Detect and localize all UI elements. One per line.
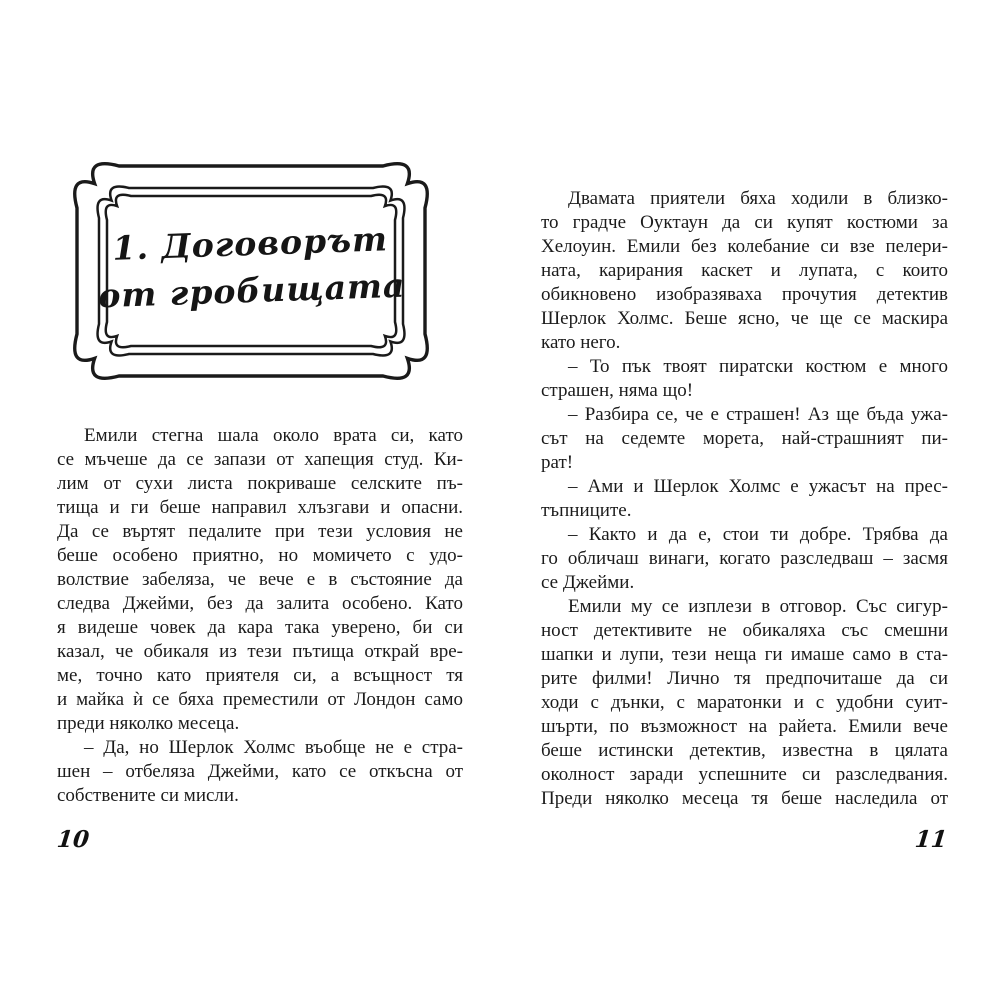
text-line: тъпниците. <box>541 500 632 521</box>
chapter-title-line1: 1. Договорът <box>111 219 389 268</box>
chapter-title <box>68 214 433 321</box>
text-line: шърти, по възможност на райета. Емили вече <box>541 716 948 737</box>
text-line: като него. <box>541 332 621 353</box>
text-line: страшен, няма що! <box>541 380 694 401</box>
text-line: тища и ги беше направил хлъзгави и опасни. <box>57 497 463 518</box>
text-line: беше истински детектив, известна в цялата <box>541 740 948 761</box>
chapter-title-frame <box>70 158 432 384</box>
page-number-right: 11 <box>913 826 949 853</box>
text-line: беше особено приятно, но момичето с удо- <box>57 545 463 566</box>
text-line: Двамата приятели бяха ходили в близко- <box>568 188 948 209</box>
text-line: лим от сухи листа покриваше селските пъ- <box>57 473 463 494</box>
right-page-text <box>541 187 948 811</box>
text-line: то градче Оуктаун да си купят костюми за <box>541 212 948 233</box>
text-line: волствие забеляза, че вече е в състояние да <box>57 569 463 590</box>
text-line: ходи с дънки, с маратонки и с удобни суит- <box>541 692 948 713</box>
text-line: следва Джейми, без да залита особено. Като <box>57 593 463 614</box>
text-line: се мъчеше да се запази от хапещия студ. Ки- <box>57 449 463 470</box>
text-line: рат! <box>541 452 574 473</box>
text-line: Хелоуин. Емили без колебание си взе пелери- <box>541 236 948 257</box>
text-line: обикновено изобразяваха прочутия детектив <box>541 284 948 305</box>
text-line: Преди няколко месеца тя беше наследила от <box>541 788 948 809</box>
text-line: – Да, но Шерлок Холмс въобще не е стра- <box>84 737 463 758</box>
paragraph <box>541 475 948 523</box>
text-line: – То пък твоят пиратски костюм е много <box>568 356 948 377</box>
text-line: ност детективите не обикаляха със смешни <box>541 620 948 641</box>
text-line: Емили стегна шала около врата си, като <box>84 425 463 446</box>
chapter-title-line2: от гробищата <box>97 265 406 316</box>
text-line: – Както и да е, стои ти добре. Трябва да <box>568 524 948 545</box>
paragraph <box>541 523 948 595</box>
text-line: я видеше човек да кара така уверено, би си <box>57 617 463 638</box>
text-line: го обличаш винаги, когато разследваш – засмя <box>541 548 948 569</box>
text-line: сът на седемте морета, най-страшният пи- <box>541 428 948 449</box>
text-line: околност заради успешните си разследвания. <box>541 764 948 785</box>
paragraph <box>541 187 948 355</box>
text-line: шапки и лупи, тези неща ги имаше само в ста- <box>541 644 948 665</box>
text-line: ме, точно като приятеля си, а всъщност тя <box>57 665 463 686</box>
text-line: ната, карирания каскет и лупата, с които <box>541 260 948 281</box>
left-page-text <box>57 424 463 808</box>
text-line: казал, че обикаля из тези пътища открай вре- <box>57 641 463 662</box>
text-line: – Ами и Шерлок Холмс е ужасът на прес- <box>568 476 948 497</box>
text-line: рите филми! Лично тя предпочиташе да си <box>541 668 948 689</box>
text-line: и майка ѝ се бяха преместили от Лондон само <box>57 689 463 710</box>
page-number-left: 10 <box>55 826 91 853</box>
paragraph <box>57 736 463 808</box>
text-line: Да се въртят педалите при тези условия не <box>57 521 463 542</box>
text-line: се Джейми. <box>541 572 635 593</box>
text-line: преди няколко месеца. <box>57 713 240 734</box>
text-line: шен – отбеляза Джейми, като се откъсна от <box>57 761 463 782</box>
text-line: Емили му се изплези в отговор. Със сигур- <box>568 596 948 617</box>
paragraph <box>541 355 948 403</box>
text-line: – Разбира се, че е страшен! Аз ще бъда ужа- <box>568 404 948 425</box>
paragraph <box>57 424 463 736</box>
paragraph <box>541 595 948 811</box>
text-line: Шерлок Холмс. Беше ясно, че ще се маскира <box>541 308 948 329</box>
text-line: собствените си мисли. <box>57 785 239 806</box>
paragraph <box>541 403 948 475</box>
